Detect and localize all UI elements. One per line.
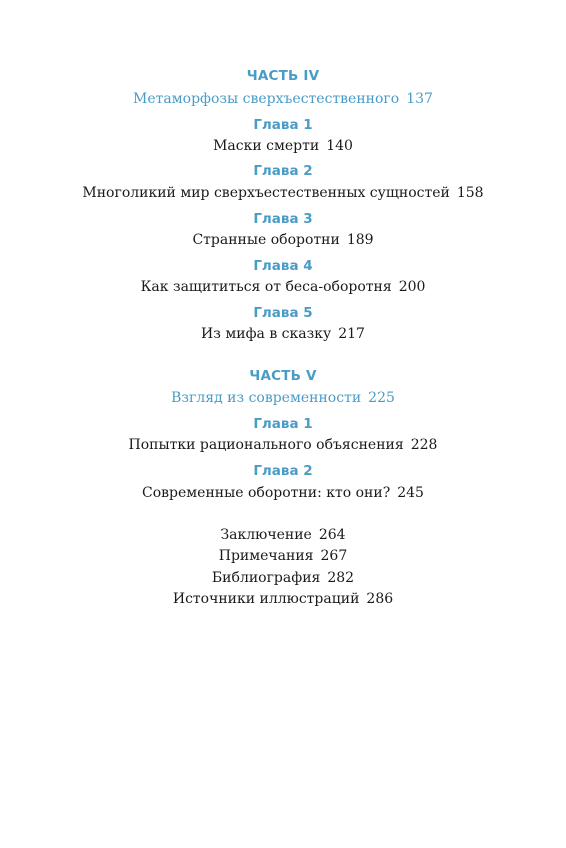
- chapter-page: 228: [410, 437, 438, 453]
- chapter-title: Маски смерти: [213, 138, 320, 154]
- part-4-page: 137: [406, 91, 433, 107]
- chapter-page: 245: [397, 485, 424, 501]
- backmatter-illustration-sources: [0, 591, 566, 607]
- part-4-chapter-3-label: Глава 3: [253, 211, 313, 227]
- backmatter-title: Источники иллюстраций: [172, 591, 360, 607]
- part-4-chapter-1-entry: [0, 138, 566, 154]
- backmatter-page: 267: [320, 548, 348, 564]
- backmatter-title: Библиография: [211, 570, 321, 586]
- chapter-title: Многоликий мир сверхъестественных сущностей: [82, 185, 450, 201]
- part-4-chapter-4-entry: [0, 279, 566, 295]
- backmatter-title: Заключение: [220, 527, 312, 543]
- chapter-title: Из мифа в сказку: [201, 326, 332, 342]
- part-4-chapter-5-entry: [0, 326, 566, 342]
- chapter-page: 158: [456, 185, 484, 201]
- backmatter-conclusion: [0, 527, 566, 543]
- backmatter-notes: [0, 548, 566, 564]
- backmatter-page: 264: [318, 527, 346, 543]
- part-5-page: 225: [368, 390, 395, 406]
- part-4-chapter-5-label: Глава 5: [253, 305, 313, 321]
- part-4-chapter-2-label: Глава 2: [253, 163, 313, 179]
- part-4-label: ЧАСТЬ IV: [246, 68, 320, 84]
- chapter-page: 200: [398, 279, 426, 295]
- chapter-title: Современные оборотни: кто они?: [142, 485, 391, 501]
- part-5-chapter-2-label: Глава 2: [253, 463, 313, 479]
- chapter-title: Попытки рационального объяснения: [128, 437, 404, 453]
- chapter-page: 217: [338, 326, 365, 342]
- chapter-title: Странные оборотни: [192, 232, 340, 248]
- chapter-page: 140: [326, 138, 353, 154]
- part-5-title: Взгляд из современности: [171, 390, 362, 406]
- part-4-title-line: [0, 91, 566, 107]
- part-4-chapter-3-entry: [0, 232, 566, 248]
- part-4-chapter-4-label: Глава 4: [253, 258, 313, 274]
- part-5-title-line: [0, 390, 566, 406]
- chapter-page: 189: [346, 232, 374, 248]
- backmatter-bibliography: [0, 570, 566, 586]
- part-4-chapter-2-entry: [0, 185, 566, 201]
- part-5-chapter-2-entry: [0, 485, 566, 501]
- chapter-title: Как защититься от беса-оборотня: [140, 279, 392, 295]
- part-5-chapter-1-entry: [0, 437, 566, 453]
- part-4-title: Метаморфозы сверхъестественного: [133, 91, 400, 107]
- part-5-chapter-1-label: Глава 1: [253, 416, 313, 432]
- backmatter-title: Примечания: [218, 548, 314, 564]
- backmatter-page: 286: [366, 591, 394, 607]
- part-4-chapter-1-label: Глава 1: [253, 117, 313, 133]
- part-5-label: ЧАСТЬ V: [249, 368, 317, 384]
- backmatter-page: 282: [327, 570, 355, 586]
